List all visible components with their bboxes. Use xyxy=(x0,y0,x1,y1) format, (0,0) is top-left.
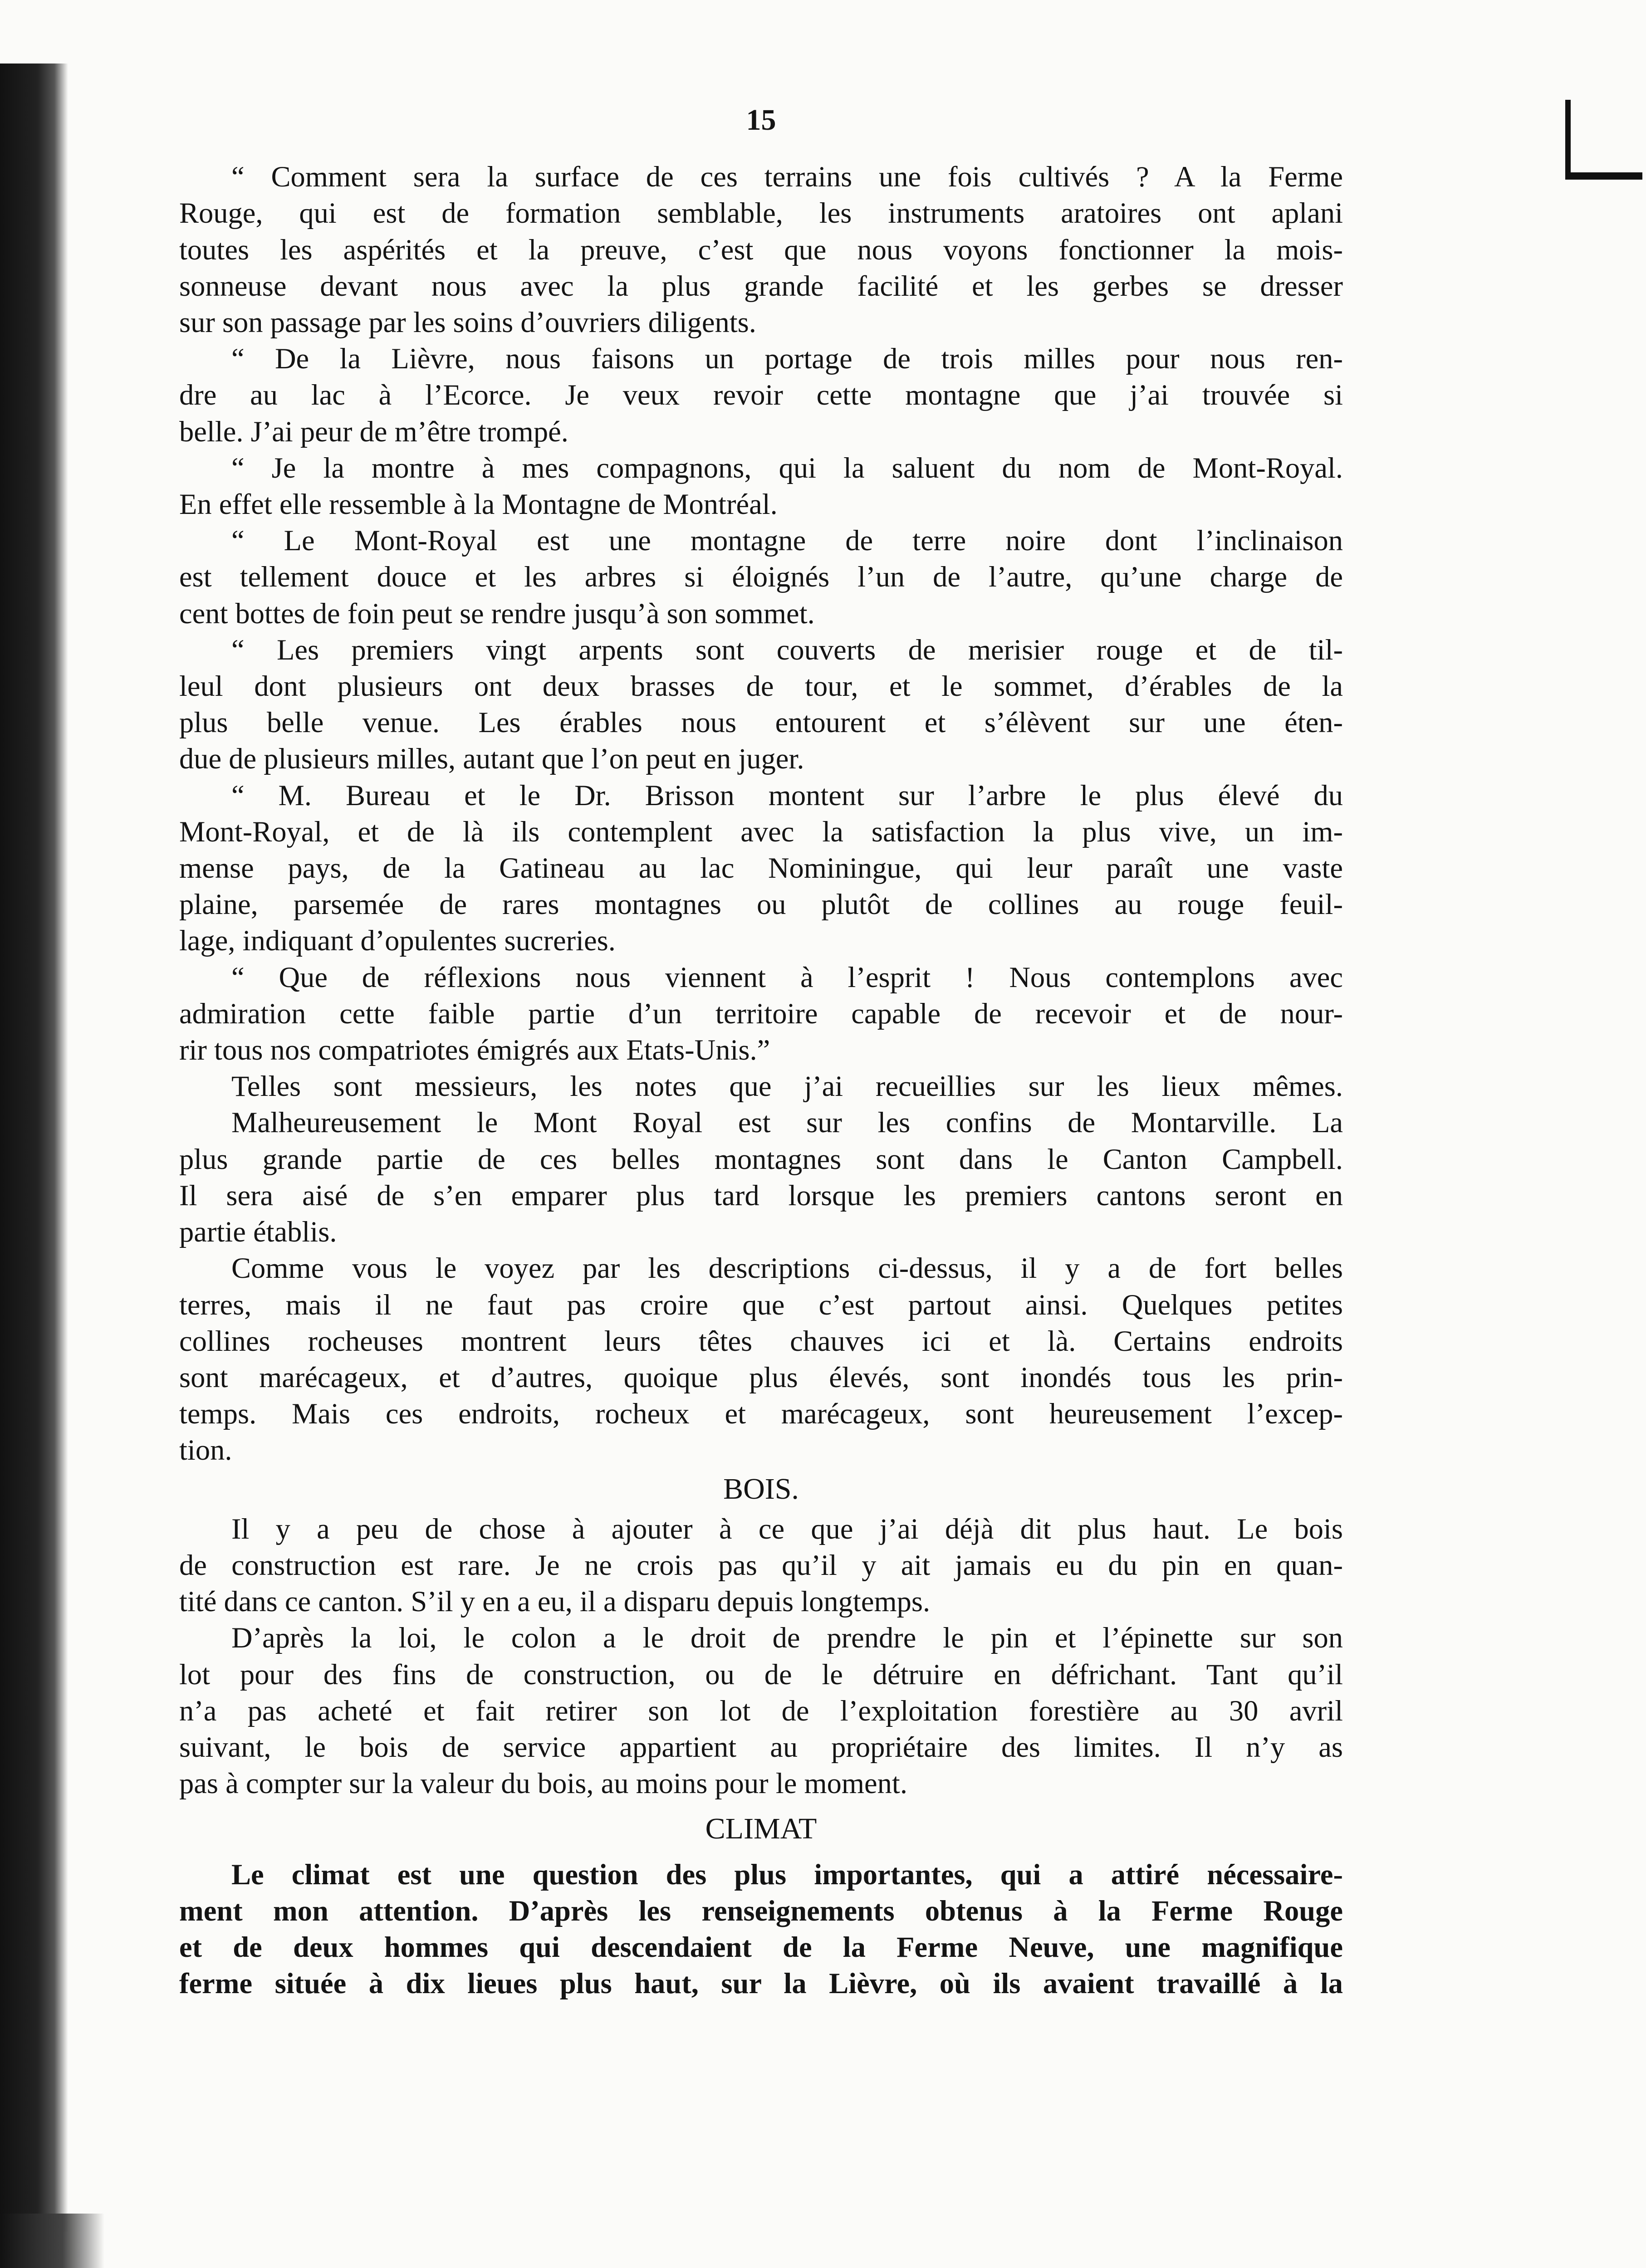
climat-paragraph xyxy=(179,1857,1343,2002)
text-line: tité dans ce canton. S’il y en a eu, il a disparu depuis longtemps. xyxy=(179,1585,931,1618)
text-line: sont marécageux, et d’autres, quoique plus élevés, sont inondés tous les prin- xyxy=(179,1361,1343,1393)
text-line: “ Le Mont-Royal est une montagne de terre noire dont l’inclinaison xyxy=(231,524,1343,557)
text-line: de construction est rare. Je ne crois pas qu’il y ait jamais eu du pin en quan- xyxy=(179,1549,1343,1581)
right-edge-mark xyxy=(1565,100,1571,177)
text-line: Rouge, qui est de formation semblable, les instruments aratoires ont aplani xyxy=(179,197,1343,230)
text-line: ment mon attention. D’après les renseignements obtenus à la Ferme Rouge xyxy=(179,1894,1343,1927)
text-line: “ De la Lièvre, nous faisons un portage de trois milles pour nous ren- xyxy=(231,342,1343,375)
text-line: Il sera aisé de s’en emparer plus tard lorsque les premiers cantons seront en xyxy=(179,1179,1343,1212)
text-line: lot pour des fins de construction, ou de le détruire en défrichant. Tant qu’il xyxy=(179,1658,1343,1691)
text-line: Telles sont messieurs, les notes que j’ai recueillies sur les lieux mêmes. xyxy=(231,1070,1343,1103)
text-line: dre au lac à l’Ecorce. Je veux revoir cette montagne que j’ai trouvée si xyxy=(179,379,1343,411)
text-line: rir tous nos compatriotes émigrés aux Etats-Unis.” xyxy=(179,1034,770,1066)
text-line: partie établis. xyxy=(179,1216,337,1248)
text-line: tion. xyxy=(179,1434,232,1466)
text-line: “ Les premiers vingt arpents sont couverts de merisier rouge et de til- xyxy=(231,633,1343,666)
page-body xyxy=(179,102,1343,2002)
text-line: n’a pas acheté et fait retirer son lot de l’exploitation forestière au 30 avril xyxy=(179,1694,1343,1727)
text-line: Malheureusement le Mont Royal est sur les confins de Montarville. La xyxy=(231,1106,1343,1139)
text-line: belle. J’ai peur de m’être trompé. xyxy=(179,415,568,448)
text-line: sur son passage par les soins d’ouvriers diligents. xyxy=(179,306,756,339)
text-line: due de plusieurs milles, autant que l’on peut en juger. xyxy=(179,743,804,775)
text-line: lage, indiquant d’opulentes sucreries. xyxy=(179,924,616,957)
text-line: “ Comment sera la surface de ces terrains une fois cultivés ? A la Ferme xyxy=(231,161,1343,193)
text-line: “ M. Bureau et le Dr. Brisson montent sur l’arbre le plus élevé du xyxy=(231,779,1343,811)
text-line: suivant, le bois de service appartient au propriétaire des limites. Il n’y as xyxy=(179,1730,1343,1763)
text-line: Mont-Royal, et de là ils contemplent avec la satisfaction la plus vive, un im- xyxy=(179,815,1343,848)
text-line: plaine, parsemée de rares montagnes ou plutôt de collines au rouge feuil- xyxy=(179,888,1343,921)
text-line: et de deux hommes qui descendaient de la Ferme Neuve, une magnifique xyxy=(179,1931,1343,1963)
text-line: cent bottes de foin peut se rendre jusqu’à son sommet. xyxy=(179,597,815,630)
book-spine-shadow xyxy=(0,64,68,2232)
right-edge-bar xyxy=(1565,172,1642,180)
text-line: En effet elle ressemble à la Montagne de Montréal. xyxy=(179,488,778,521)
text-line: Le climat est une question des plus importantes, qui a attiré nécessaire- xyxy=(231,1858,1343,1891)
text-line: mense pays, de la Gatineau au lac Nominingue, qui leur paraît une vaste xyxy=(179,852,1343,885)
section-heading-climat: CLIMAT xyxy=(705,1812,817,1846)
text-line: est tellement douce et les arbres si éloignés l’un de l’autre, qu’une charge de xyxy=(179,561,1343,593)
text-line: D’après la loi, le colon a le droit de prendre le pin et l’épinette sur son xyxy=(231,1622,1343,1654)
text-line: Il y a peu de chose à ajouter à ce que j’ai déjà dit plus haut. Le bois xyxy=(231,1512,1343,1545)
text-line: “ Je la montre à mes compagnons, qui la saluent du nom de Mont-Royal. xyxy=(231,451,1343,484)
page-number: 15 xyxy=(746,103,776,137)
text-line: terres, mais il ne faut pas croire que c’est partout ainsi. Quelques petites xyxy=(179,1288,1343,1321)
text-line: plus belle venue. Les érables nous entourent et s’élèvent sur une éten- xyxy=(179,706,1343,739)
text-line: leul dont plusieurs ont deux brasses de tour, et le sommet, d’érables de la xyxy=(179,670,1343,703)
text-line: ferme située à dix lieues plus haut, sur la Lièvre, où ils avaient travaillé à la xyxy=(179,1967,1343,2000)
text-line: collines rocheuses montrent leurs têtes chauves ici et là. Certains endroits xyxy=(179,1325,1343,1357)
text-line: toutes les aspérités et la preuve, c’est que nous voyons fonctionner la mois- xyxy=(179,233,1343,266)
text-line: admiration cette faible partie d’un territoire capable de recevoir et de nour- xyxy=(179,997,1343,1030)
text-line: plus grande partie de ces belles montagnes sont dans le Canton Campbell. xyxy=(179,1143,1343,1175)
section-heading-bois: BOIS. xyxy=(723,1472,799,1505)
text-line: pas à compter sur la valeur du bois, au moins pour le moment. xyxy=(179,1767,907,1800)
book-spine-shadow-foot xyxy=(0,2214,104,2268)
text-line: temps. Mais ces endroits, rocheux et marécageux, sont heureusement l’excep- xyxy=(179,1398,1343,1430)
text-line: Comme vous le voyez par les descriptions ci-dessus, il y a de fort belles xyxy=(231,1252,1343,1285)
text-line: “ Que de réflexions nous viennent à l’esprit ! Nous contemplons avec xyxy=(231,961,1343,993)
text-line: sonneuse devant nous avec la plus grande facilité et les gerbes se dresser xyxy=(179,269,1343,302)
